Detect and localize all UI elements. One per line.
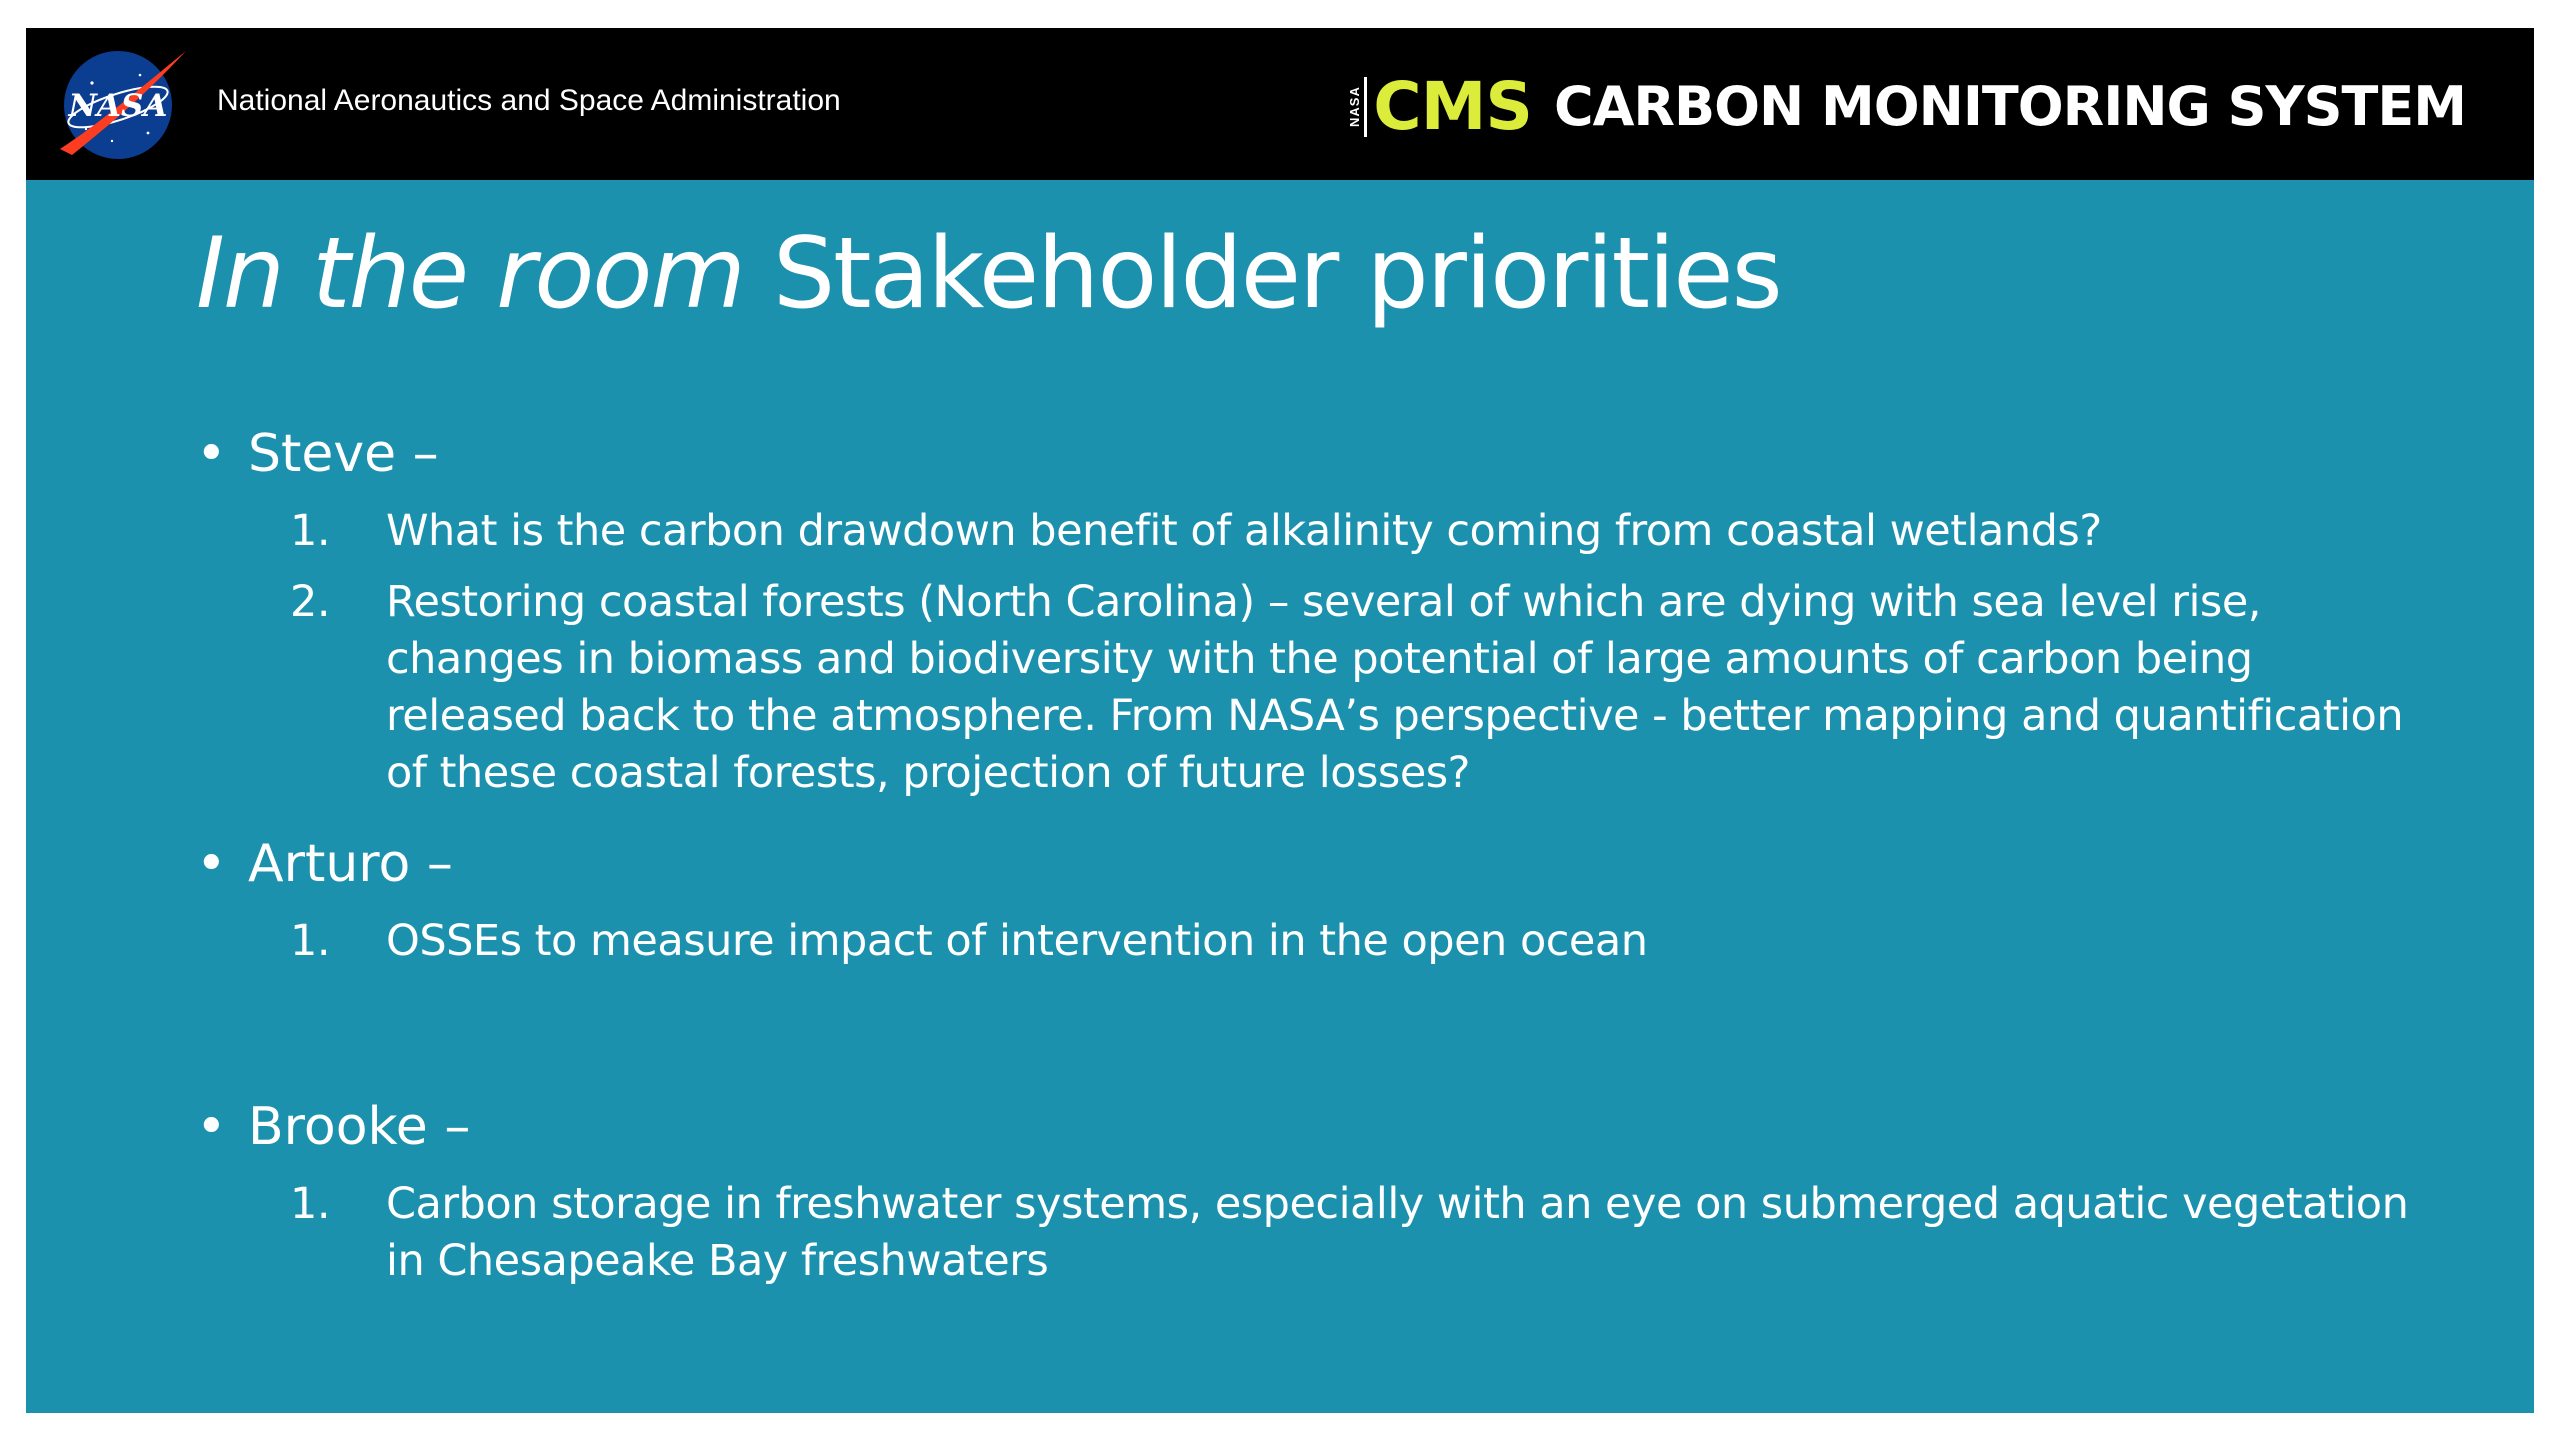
section-brooke — [196, 1097, 471, 1157]
bullet-icon: • — [196, 1097, 227, 1157]
item-text: Restoring coastal forests (North Carolina) – several of which are dying with sea level rise, changes in biomass and biodiversity with the potential of large amounts of carbon being released back to the atmosphere. From NASA’s perspective - better mapping and quantification of these coastal forests, projection of future losses? — [386, 577, 2404, 798]
item-number: 2. — [290, 577, 331, 627]
cms-nasa-badge: NASA — [1347, 77, 1367, 137]
cms-subtitle: CARBON MONITORING SYSTEM — [1553, 75, 2466, 138]
slide — [26, 28, 2534, 1413]
section-steve — [196, 424, 439, 484]
logo-text: NASA — [68, 88, 168, 124]
bullet-icon: • — [196, 424, 227, 484]
title-rest: Stakeholder priorities — [743, 217, 1781, 331]
nasa-logo-icon — [52, 45, 192, 163]
section-arturo — [196, 834, 453, 894]
section-name: Steve – — [248, 424, 439, 484]
section-name: Arturo – — [248, 834, 453, 894]
cms-wordmark: CMS — [1373, 68, 1532, 145]
item-text: OSSEs to measure impact of intervention in the open ocean — [386, 916, 1648, 966]
header-bar — [26, 28, 2534, 180]
item-number: 1. — [290, 506, 331, 556]
item-number: 1. — [290, 916, 331, 966]
slide-title — [196, 216, 1781, 334]
item-text: Carbon storage in freshwater systems, especially with an eye on submerged aquatic vegetation in Chesapeake Bay freshwaters — [386, 1179, 2409, 1286]
title-italic: In the room — [196, 217, 744, 331]
section-name: Brooke – — [248, 1097, 471, 1157]
item-text: What is the carbon drawdown benefit of alkalinity coming from coastal wetlands? — [386, 506, 2102, 556]
bullet-icon: • — [196, 834, 227, 894]
agency-name: National Aeronautics and Space Administration — [217, 84, 841, 117]
cms-logo — [1347, 68, 2466, 145]
item-number: 1. — [290, 1179, 331, 1229]
